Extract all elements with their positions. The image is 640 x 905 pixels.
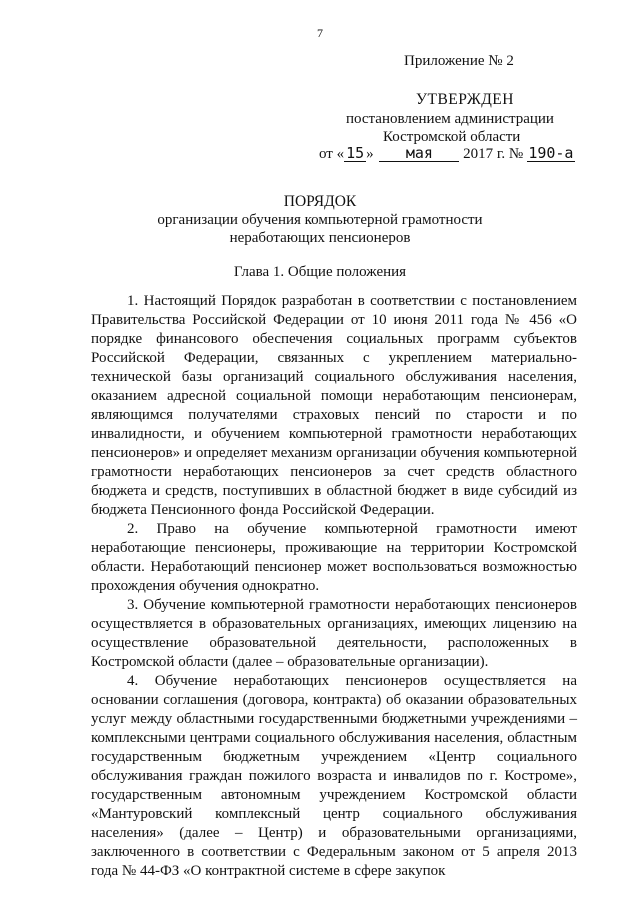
chapter-heading: Глава 1. Общие положения [233, 264, 407, 280]
approved-by-line-1: постановлением администрации [346, 111, 554, 127]
paragraph-1: 1. Настоящий Порядок разработан в соответствии с постановлением Правительства Российской Федерации от 10 июня 2011 года № 456 «О порядке финансового обеспечения социальных программ субъектов Российской Федерации, связанных с укреплением материально-технической базы организаций социального обслуживания населения, оказанием адресной социальной помощи неработающим пенсионерам, являющимся получателями страховых пенсий по старости и по инвалидности, и обучением компьютерной грамотности неработающих пенсионеров» и определяет механизм организации обучения компьютерной грамотности неработающих пенсионеров за счет средств областного бюджета и средств, поступивших в областной бюджет в виде субсидий из бюджета Пенсионного фонда Российской Федерации. [91, 293, 577, 518]
paragraph-2: 2. Право на обучение компьютерной грамотности имеют неработающие пенсионеры, проживающие на территории Костромской области. Неработающий пенсионер может воспользоваться возможностью прохождения обучения однократно. [91, 521, 577, 594]
date-year: 2017 г. № [463, 146, 524, 162]
date-mid: » [366, 146, 374, 162]
date-prefix: от « [319, 146, 345, 162]
page-number: 7 [317, 26, 323, 40]
date-month: мая [379, 146, 459, 162]
document-subtitle-line-2: неработающих пенсионеров [229, 230, 411, 246]
appendix-label: Приложение № 2 [404, 53, 514, 69]
document-subtitle-line-1: организации обучения компьютерной грамотности [157, 212, 483, 228]
decree-number: 190-а [528, 144, 574, 162]
approved-by-line-2: Костромской области [383, 129, 521, 145]
paragraph-4: 4. Обучение неработающих пенсионеров осуществляется на основании соглашения (договора, контракта) об оказании образовательных услуг между областными государственными бюджетными учреждениями – комплексными центрами социального обслуживания населения, областным государственным бюджетным учреждением «Центр социального обслуживания граждан пожилого возраста и инвалидов по г. Костроме», государственным автономным учреждением Костромской области «Мантуровский комплексный центр социального обслуживания населения» (далее – Центр) и образовательными организациями, заключенного в соответствии с Федеральным законом от 5 апреля 2013 года № 44-ФЗ «О контрактной системе в сфере закупок [91, 673, 577, 879]
document-title: ПОРЯДОК [283, 193, 357, 210]
date-day: 15 [346, 144, 365, 162]
paragraph-3: 3. Обучение компьютерной грамотности неработающих пенсионеров осуществляется в образовательных организациях, имеющих лицензию на осуществление образовательной деятельности, расположенных в Костромской области (далее – образовательные организации). [91, 597, 577, 670]
approval-date-line [319, 146, 575, 163]
document-body [91, 292, 577, 881]
approved-heading: УТВЕРЖДЕН [416, 91, 514, 108]
